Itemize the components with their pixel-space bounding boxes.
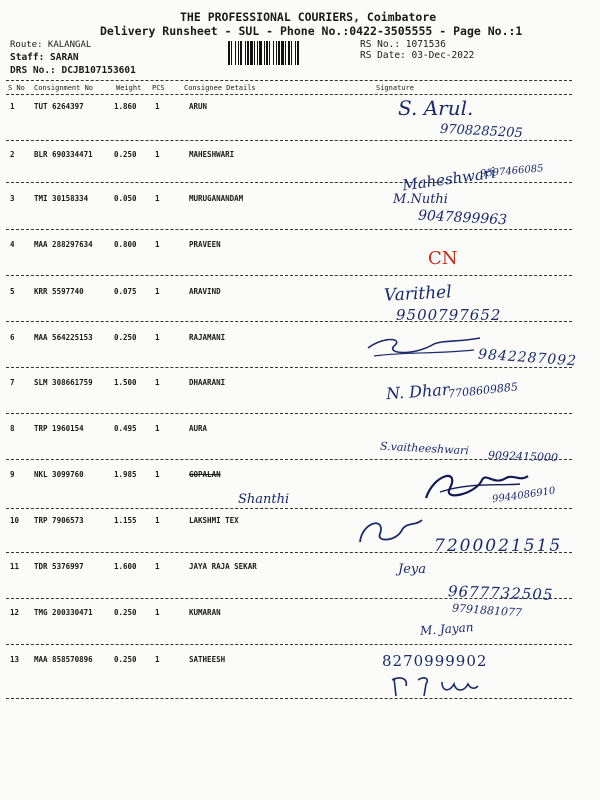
signature-row-7: N. Dhar — [385, 379, 451, 404]
row-weight: 0.495 — [114, 424, 137, 433]
phone-row-2: 9597466085 — [479, 163, 544, 180]
signature-row-2: Maheshwari — [401, 163, 497, 195]
row-pcs: 1 — [155, 516, 160, 525]
row-sno: 10 — [10, 516, 20, 525]
row-consignment: NKL 3099760 — [34, 470, 84, 479]
col-header-sno: S No — [8, 84, 25, 92]
signature-row-13 — [390, 674, 500, 700]
row-weight: 0.050 — [114, 194, 137, 203]
row-sno: 6 — [10, 333, 15, 342]
phone-row-7: 7708609885 — [447, 380, 519, 401]
signature-row-9-name: Shanthi — [238, 492, 290, 507]
row-weight: 0.800 — [114, 240, 137, 249]
row-pcs: 1 — [155, 562, 160, 571]
row-weight: 1.860 — [114, 102, 137, 111]
row-consignee: KUMARAN — [189, 608, 221, 617]
row-sno: 7 — [10, 378, 15, 387]
company-title: THE PROFESSIONAL COURIERS, Coimbatore — [180, 10, 437, 24]
phone-row-1: 9708285205 — [439, 121, 524, 142]
row-divider — [6, 140, 572, 141]
signature-row-12: M. Jayan — [419, 620, 474, 638]
row-consignee: JAYA RAJA SEKAR — [189, 562, 257, 571]
table-row — [0, 287, 600, 307]
row-sno: 1 — [10, 102, 15, 111]
row-pcs: 1 — [155, 287, 160, 296]
signature-row-6 — [364, 332, 484, 366]
phone-row-8: 9092415000 — [487, 448, 559, 465]
header-rule-bottom — [6, 94, 572, 95]
phone-row-3: 9047899963 — [417, 207, 508, 229]
row-pcs: 1 — [155, 102, 160, 111]
row-consignment: TMG 200330471 — [34, 608, 93, 617]
cn-note-row-4: CN — [428, 248, 458, 269]
row-consignee: PRAVEEN — [189, 240, 221, 249]
rs-date: RS Date: 03-Dec-2022 — [360, 50, 475, 61]
row-consignment: TRP 7906573 — [34, 516, 84, 525]
row-weight: 0.250 — [114, 150, 137, 159]
row-sno: 9 — [10, 470, 15, 479]
row-consignee: ARUN — [189, 102, 208, 111]
row-consignee: AURA — [189, 424, 208, 433]
col-header-signature: Signature — [376, 84, 414, 92]
phone-row-12: 9791881077 — [451, 601, 523, 620]
row-divider — [6, 413, 572, 414]
row-consignment: SLM 308661759 — [34, 378, 93, 387]
row-weight: 1.155 — [114, 516, 137, 525]
phone-row-11: 9677732505 — [447, 582, 554, 604]
table-row — [0, 102, 600, 122]
table-row — [0, 516, 600, 536]
row-weight: 1.500 — [114, 378, 137, 387]
row-weight: 0.075 — [114, 287, 137, 296]
row-pcs: 1 — [155, 150, 160, 159]
row-sno: 5 — [10, 287, 15, 296]
row-pcs: 1 — [155, 333, 160, 342]
row-consignment: TRP 1960154 — [34, 424, 84, 433]
signature-row-3: M.Nuthi — [393, 192, 448, 207]
row-consignment: MAA 858570896 — [34, 655, 93, 664]
row-consignee: ARAVIND — [189, 287, 221, 296]
row-divider — [6, 367, 572, 368]
row-consignee: GOPALAN — [189, 470, 221, 479]
table-row — [0, 562, 600, 582]
row-divider — [6, 508, 572, 509]
row-consignee: RAJAMANI — [189, 333, 226, 342]
col-header-consignee: Consignee Details — [184, 84, 256, 92]
row-sno: 8 — [10, 424, 15, 433]
row-consignment: BLR 690334471 — [34, 150, 93, 159]
row-consignee: DHAARANI — [189, 378, 226, 387]
signature-row-11: Jeya — [398, 562, 426, 577]
signature-row-1: S. Arul. — [398, 96, 474, 120]
row-pcs: 1 — [155, 194, 160, 203]
row-weight: 0.250 — [114, 333, 137, 342]
phone-row-13: 8270999902 — [382, 652, 488, 670]
phone-row-10: 7200021515 — [434, 536, 563, 556]
row-pcs: 1 — [155, 424, 160, 433]
staff-label: Staff: SARAN — [10, 52, 79, 63]
row-sno: 4 — [10, 240, 15, 249]
row-consignment: MAA 564225153 — [34, 333, 93, 342]
table-row — [0, 240, 600, 260]
barcode — [228, 41, 356, 65]
signature-row-5: Varithel — [383, 282, 453, 306]
table-row — [0, 655, 600, 675]
row-sno: 13 — [10, 655, 20, 664]
table-row — [0, 194, 600, 214]
row-pcs: 1 — [155, 378, 160, 387]
phone-row-5: 9500797652 — [396, 306, 502, 324]
row-weight: 1.600 — [114, 562, 137, 571]
rs-number: RS No.: 1071536 — [360, 39, 446, 50]
row-pcs: 1 — [155, 470, 160, 479]
row-pcs: 1 — [155, 240, 160, 249]
row-divider — [6, 644, 572, 645]
row-pcs: 1 — [155, 655, 160, 664]
row-weight: 0.250 — [114, 608, 137, 617]
phone-row-9: 9944086910 — [491, 485, 557, 506]
row-consignee: MURUGANANDAM — [189, 194, 244, 203]
row-divider — [6, 229, 572, 230]
row-pcs: 1 — [155, 608, 160, 617]
row-sno: 11 — [10, 562, 20, 571]
table-row — [0, 424, 600, 444]
col-header-pcs: PCS — [152, 84, 165, 92]
row-divider — [6, 275, 572, 276]
row-sno: 2 — [10, 150, 15, 159]
row-weight: 0.250 — [114, 655, 137, 664]
row-consignment: MAA 288297634 — [34, 240, 93, 249]
col-header-consignment: Consignment No — [34, 84, 94, 92]
signature-row-8: S.vaitheeshwari — [379, 439, 470, 458]
runsheet-title: Delivery Runsheet - SUL - Phone No.:0422-3505555 - Page No.:1 — [100, 24, 523, 38]
row-consignee: MAHESHWARI — [189, 150, 235, 159]
row-sno: 12 — [10, 608, 20, 617]
row-consignment: TUT 6264397 — [34, 102, 84, 111]
phone-row-6: 9842287092 — [477, 346, 578, 370]
row-consignment: TDR 5376997 — [34, 562, 84, 571]
row-consignee: LAKSHMI TEX — [189, 516, 239, 525]
col-header-weight: Weight — [116, 84, 142, 92]
header-rule-top — [6, 80, 572, 81]
drs-number: DRS No.: DCJB107153601 — [10, 65, 136, 76]
row-consignee: SATHEESH — [189, 655, 226, 664]
row-sno: 3 — [10, 194, 15, 203]
signature-row-10 — [356, 512, 426, 548]
row-consignment: KRR 5597740 — [34, 287, 84, 296]
row-weight: 1.985 — [114, 470, 137, 479]
row-consignment: TMI 30158334 — [34, 194, 89, 203]
route-label: Route: KALANGAL — [10, 40, 92, 50]
